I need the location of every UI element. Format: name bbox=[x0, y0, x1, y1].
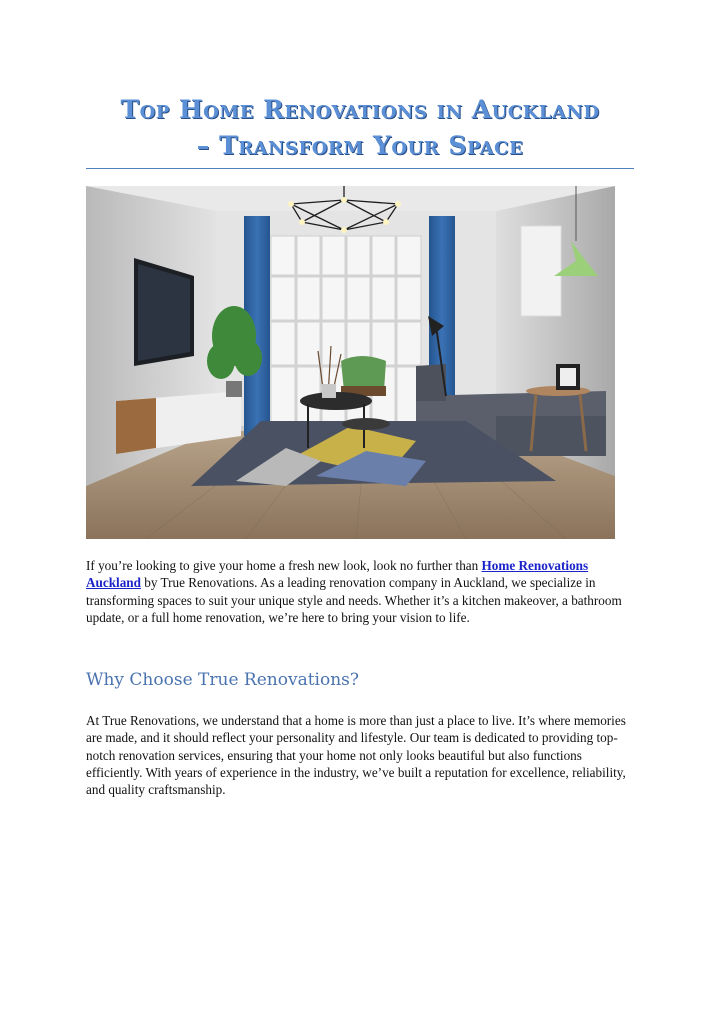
intro-paragraph bbox=[86, 557, 634, 626]
title-divider bbox=[86, 168, 634, 169]
title-line-2: – Transform Your Space bbox=[196, 131, 524, 160]
section-heading: Why Choose True Renovations? bbox=[86, 670, 359, 690]
living-room-photo bbox=[86, 186, 615, 539]
page-title bbox=[86, 92, 634, 164]
intro-text-before: If you’re looking to give your home a fresh new look, look no further than bbox=[86, 558, 482, 573]
title-line-1: Top Home Renovations in Auckland bbox=[120, 95, 600, 124]
section-paragraph: At True Renovations, we understand that a home is more than just a place to live. It’s where memories are made, and it should reflect your personality and lifestyle. Our team is dedicated to providing top-notch renovation services, ensuring that your home not only looks beautiful but also functions efficiently. With years of experience in the industry, we’ve built a reputation for excellence, reliability, and quality craftsmanship. bbox=[86, 713, 626, 798]
home-renovations-auckland-link[interactable]: Home Renovations Auckland bbox=[86, 558, 589, 591]
intro-text-after: by True Renovations. As a leading renovation company in Auckland, we specialize in transforming spaces to suit your unique style and needs. Whether it’s a kitchen makeover, a bathroom update, or a full home renovation, we’re here to bring your vision to life. bbox=[86, 575, 622, 625]
